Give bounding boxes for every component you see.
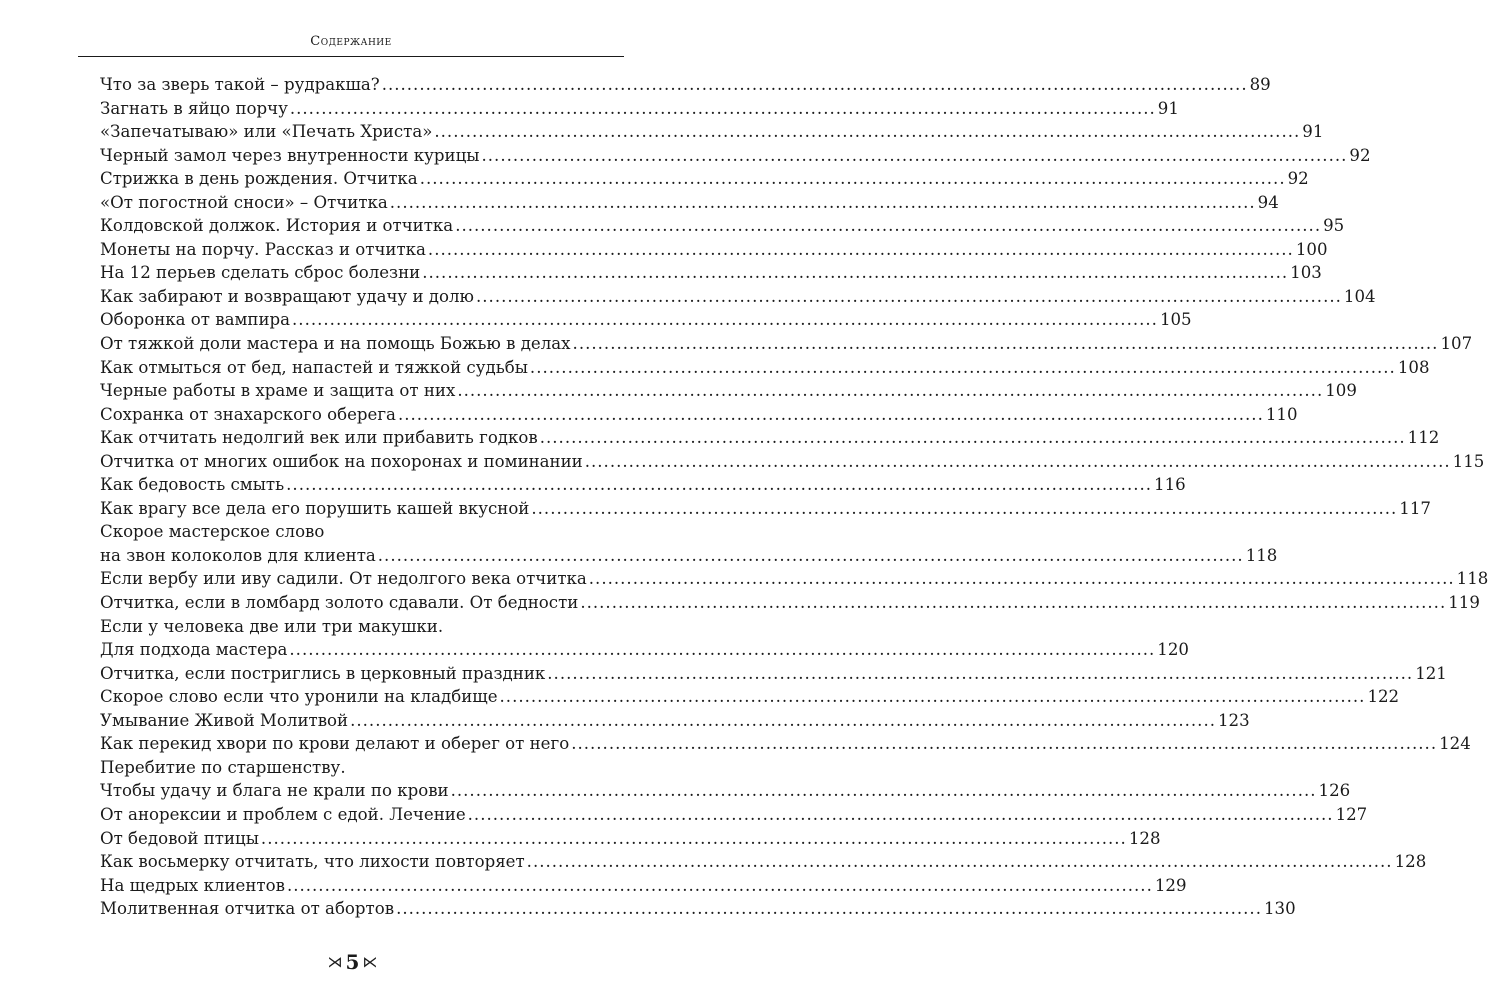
toc-entry-page: 103 xyxy=(1290,263,1322,283)
toc-entry xyxy=(100,73,1271,97)
toc-entry-title: От анорексии и проблем с едой. Лечение xyxy=(100,804,466,824)
toc-entry xyxy=(100,850,1427,874)
toc-entry-page: 124 xyxy=(1439,734,1471,754)
dot-leader xyxy=(540,426,1406,450)
toc-entry-page: 120 xyxy=(1157,640,1189,660)
toc-entry xyxy=(100,874,1187,898)
toc-entry-page: 108 xyxy=(1397,357,1430,377)
dot-leader xyxy=(500,685,1366,709)
toc-entry-page: 123 xyxy=(1218,710,1250,730)
ornament-right-icon: ⋉ xyxy=(362,953,378,971)
dot-leader xyxy=(451,779,1317,803)
toc-entry-page: 121 xyxy=(1415,663,1447,683)
toc-entry-page: 119 xyxy=(1448,593,1480,613)
toc-entry xyxy=(100,191,1279,215)
dot-leader xyxy=(434,120,1300,144)
toc-entry-title: Колдовской должок. История и отчитка xyxy=(100,216,454,236)
toc-entry-title: На 12 перьев сделать сброс болезни xyxy=(100,263,421,283)
toc-entry-page: 91 xyxy=(1302,122,1324,142)
toc-entry-page: 126 xyxy=(1318,781,1351,801)
toc-entry-page: 116 xyxy=(1154,475,1186,495)
dot-leader xyxy=(527,850,1393,874)
dot-leader xyxy=(378,544,1244,568)
header-rule xyxy=(78,56,624,57)
toc-entry xyxy=(100,662,1447,686)
toc-entry-page: 107 xyxy=(1440,334,1473,354)
toc-entry xyxy=(100,214,1345,238)
toc-entry-page: 109 xyxy=(1325,381,1357,401)
dot-leader xyxy=(455,214,1321,238)
toc-entry-title: Отчитка, если в ломбард золото сдавали. От бедности xyxy=(100,593,579,613)
toc-entry-page: 89 xyxy=(1249,75,1271,94)
toc-entry xyxy=(100,567,1488,591)
toc-entry xyxy=(100,379,1357,403)
toc-entry-title: Что за зверь такой – рудракша? xyxy=(100,75,380,94)
dot-leader xyxy=(396,897,1262,921)
toc-entry-title: Отчитка от многих ошибок на похоронах и поминании xyxy=(100,451,583,471)
toc-entry-page: 94 xyxy=(1257,192,1279,212)
dot-leader xyxy=(482,144,1348,168)
toc-entry-title: Стрижка в день рождения. Отчитка xyxy=(100,169,418,189)
toc-entry xyxy=(100,167,1309,191)
toc-entry xyxy=(100,308,1192,332)
toc-entry-title: Скорое мастерское слово xyxy=(100,522,325,542)
toc-entry-page: 128 xyxy=(1394,852,1427,872)
toc-entry-page: 92 xyxy=(1287,169,1309,189)
toc-entry-page: 129 xyxy=(1154,875,1187,895)
toc-entry xyxy=(100,638,1189,662)
toc-entry-page: 130 xyxy=(1263,899,1296,919)
toc-entry-title: Черный замол через внутренности курицы xyxy=(100,145,480,165)
toc-entry-page: 115 xyxy=(1452,451,1485,471)
toc-entry xyxy=(100,497,1431,521)
toc-entry-title: Как бедовость смыть xyxy=(100,475,285,495)
toc-entry xyxy=(100,450,1485,474)
toc-entry xyxy=(100,403,1298,427)
dot-leader xyxy=(573,332,1439,356)
toc-entry xyxy=(100,803,1368,827)
toc-entry-title: Оборонка от вампира xyxy=(100,310,291,330)
dot-leader xyxy=(547,662,1413,686)
dot-leader xyxy=(457,379,1323,403)
page-footer xyxy=(0,950,705,974)
toc-entry-page: 117 xyxy=(1399,498,1431,518)
toc-entry-page: 95 xyxy=(1323,216,1345,236)
toc-entry-title: Монеты на порчу. Рассказ и отчитка xyxy=(100,239,426,259)
toc-entry-title: Как забирают и возвращают удачу и долю xyxy=(100,286,474,306)
toc-entry xyxy=(100,426,1440,450)
toc-entry xyxy=(100,120,1324,144)
page-number: 5 xyxy=(345,950,360,974)
dot-leader xyxy=(468,803,1334,827)
toc-entry-page: 91 xyxy=(1157,98,1179,118)
table-of-contents xyxy=(100,73,1488,921)
dot-leader xyxy=(531,497,1397,521)
toc-entry xyxy=(100,520,610,544)
toc-entry-title: Если вербу или иву садили. От недолгого века отчитка xyxy=(100,569,587,589)
toc-entry-title: Как восьмерку отчитать, что лихости повторяет xyxy=(100,852,525,872)
dot-leader xyxy=(585,450,1451,474)
toc-entry xyxy=(100,709,1250,733)
toc-entry-title: Загнать в яйцо порчу xyxy=(100,98,288,118)
toc-entry xyxy=(100,97,1179,121)
toc-entry xyxy=(100,473,1186,497)
toc-entry-title: Умывание Живой Молитвой xyxy=(100,710,349,730)
dot-leader xyxy=(422,261,1288,285)
toc-entry-title: на звон колоколов для клиента xyxy=(100,545,376,565)
toc-entry-title: Черные работы в храме и защита от них xyxy=(100,381,456,401)
toc-entry-page: 122 xyxy=(1367,687,1400,707)
toc-entry xyxy=(100,356,1430,380)
toc-entry-title: Перебитие по старшенству. xyxy=(100,757,346,777)
toc-entry-page: 127 xyxy=(1335,804,1368,824)
toc-entry-title: «Запечатываю» или «Печать Христа» xyxy=(100,122,433,142)
toc-entry xyxy=(100,591,1480,615)
toc-entry-title: На щедрых клиентов xyxy=(100,875,285,895)
toc-entry xyxy=(100,615,610,639)
dot-leader xyxy=(289,638,1155,662)
toc-entry-page: 100 xyxy=(1295,239,1328,259)
toc-entry-title: От бедовой птицы xyxy=(100,828,259,848)
toc-entry xyxy=(100,897,1296,921)
dot-leader xyxy=(390,191,1256,215)
toc-entry xyxy=(100,332,1473,356)
toc-entry-title: Сохранка от знахарского оберега xyxy=(100,404,396,424)
toc-entry-page: 105 xyxy=(1159,310,1192,330)
toc-entry-title: От тяжкой доли мастера и на помощь Божью в делах xyxy=(100,334,571,354)
dot-leader xyxy=(287,874,1153,898)
dot-leader xyxy=(350,709,1216,733)
toc-entry xyxy=(100,261,1322,285)
toc-entry xyxy=(100,779,1351,803)
toc-entry-title: Для подхода мастера xyxy=(100,640,288,660)
toc-entry xyxy=(100,285,1376,309)
toc-entry-title: Как отчитать недолгий век или прибавить годков xyxy=(100,428,538,448)
dot-leader xyxy=(571,732,1437,756)
toc-entry-page: 128 xyxy=(1128,828,1161,848)
toc-entry-page: 118 xyxy=(1245,545,1278,565)
dot-leader xyxy=(580,591,1446,615)
toc-entry-page: 110 xyxy=(1265,404,1298,424)
dot-leader xyxy=(530,356,1396,380)
toc-entry xyxy=(100,756,610,780)
dot-leader xyxy=(589,567,1455,591)
toc-entry-title: Чтобы удачу и блага не крали по крови xyxy=(100,781,449,801)
toc-entry-title: Скорое слово если что уронили на кладбище xyxy=(100,687,498,707)
dot-leader xyxy=(261,827,1127,851)
toc-entry-page: 104 xyxy=(1343,286,1376,306)
toc-entry xyxy=(100,827,1161,851)
dot-leader xyxy=(420,167,1286,191)
dot-leader xyxy=(290,97,1156,121)
toc-entry-title: Если у человека две или три макушки. xyxy=(100,616,444,636)
toc-entry-title: Отчитка, если постриглись в церковный праздник xyxy=(100,663,546,683)
toc-entry-title: Как врагу все дела его порушить кашей вкусной xyxy=(100,498,530,518)
dot-leader xyxy=(398,403,1264,427)
toc-entry xyxy=(100,732,1471,756)
toc-entry xyxy=(100,544,1278,568)
ornament-left-icon: ⋊ xyxy=(327,953,343,971)
toc-entry xyxy=(100,685,1400,709)
running-header: Содержание xyxy=(310,34,392,49)
dot-leader xyxy=(286,473,1152,497)
toc-entry xyxy=(100,144,1371,168)
dot-leader xyxy=(428,238,1294,262)
dot-leader xyxy=(476,285,1342,309)
dot-leader xyxy=(292,308,1158,332)
toc-entry-page: 92 xyxy=(1349,145,1371,165)
toc-entry-page: 118 xyxy=(1456,569,1488,589)
dot-leader xyxy=(382,73,1248,97)
toc-entry-title: «От погостной сноси» – Отчитка xyxy=(100,192,388,212)
toc-entry-title: Как отмыться от бед, напастей и тяжкой судьбы xyxy=(100,357,528,377)
toc-entry-title: Как перекид хвори по крови делают и оберег от него xyxy=(100,734,570,754)
toc-entry-title: Молитвенная отчитка от абортов xyxy=(100,899,395,919)
toc-entry xyxy=(100,238,1328,262)
toc-entry-page: 112 xyxy=(1407,428,1440,448)
